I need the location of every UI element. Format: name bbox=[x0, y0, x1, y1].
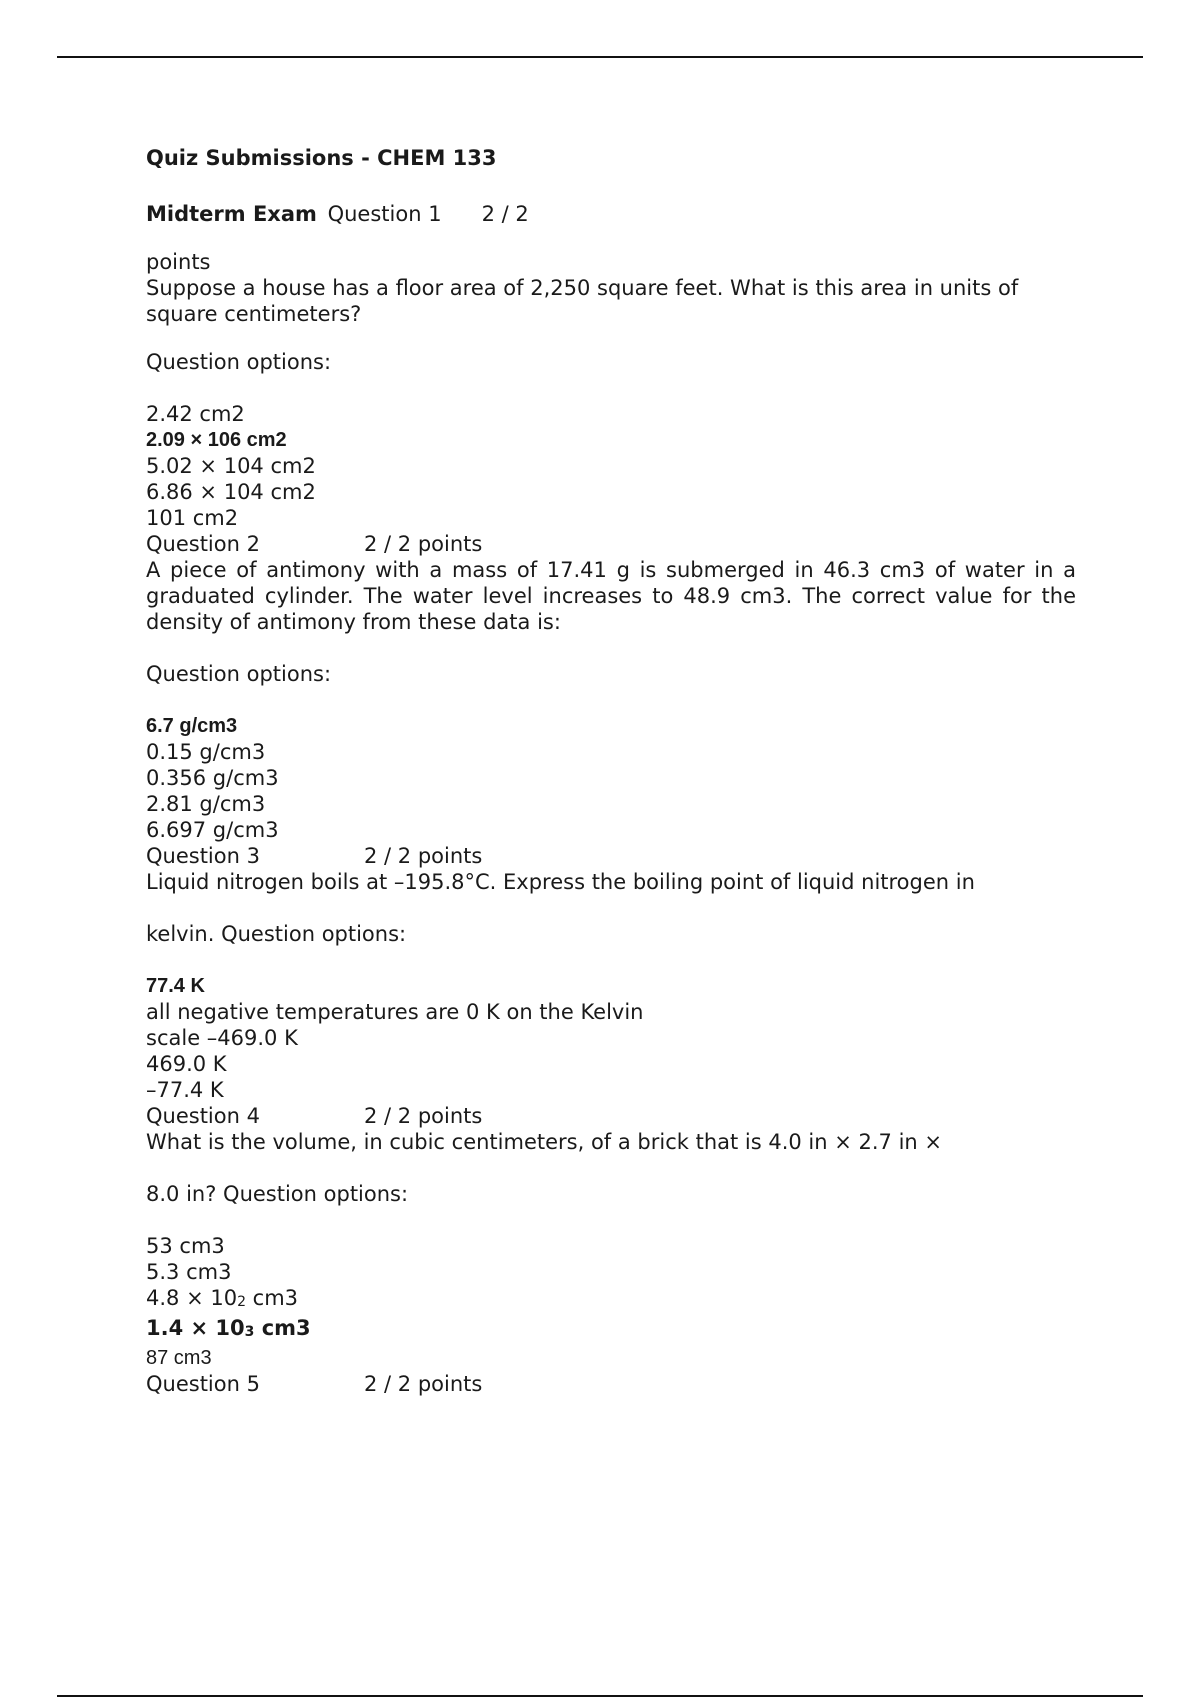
question-4-text-line1: What is the volume, in cubic centimeters, of a brick that is 4.0 in × 2.7 in × bbox=[146, 1130, 943, 1154]
question-3-text-line2: kelvin. Question options: bbox=[146, 922, 407, 946]
question-4-header bbox=[146, 1103, 1076, 1129]
question-1-option-correct: 2.09 × 106 cm2 bbox=[146, 429, 287, 451]
question-1-points: 2 / 2 bbox=[481, 202, 529, 226]
option-unit: cm3 bbox=[254, 1316, 311, 1340]
question-2-option: 6.697 g/cm3 bbox=[146, 818, 279, 842]
question-2-header bbox=[146, 531, 1076, 557]
question-3-option: 469.0 K bbox=[146, 1052, 227, 1076]
option-exponent: 3 bbox=[244, 1324, 255, 1340]
option-exponent: 2 bbox=[237, 1294, 246, 1310]
question-3-option: scale –469.0 K bbox=[146, 1026, 298, 1050]
question-2 bbox=[146, 531, 1076, 843]
question-2-options bbox=[146, 713, 1076, 843]
option-main-text: 4.8 × 10 bbox=[146, 1286, 238, 1310]
question-1-options bbox=[146, 401, 1076, 531]
quiz-document bbox=[146, 140, 1076, 1397]
question-2-option: 0.356 g/cm3 bbox=[146, 766, 279, 790]
question-2-option: 2.81 g/cm3 bbox=[146, 792, 266, 816]
question-4-option: 87 cm3 bbox=[146, 1347, 212, 1369]
question-3-points: 2 / 2 points bbox=[364, 844, 483, 868]
question-1-label: Question 1 bbox=[327, 202, 442, 226]
question-5-header bbox=[146, 1371, 1076, 1397]
bottom-divider bbox=[57, 1695, 1143, 1697]
question-5 bbox=[146, 1371, 1076, 1397]
question-5-label: Question 5 bbox=[146, 1372, 260, 1396]
question-2-points: 2 / 2 points bbox=[364, 532, 483, 556]
question-1-points-word: points bbox=[146, 250, 211, 274]
question-4-label: Question 4 bbox=[146, 1104, 260, 1128]
question-3-header bbox=[146, 843, 1076, 869]
question-4-points: 2 / 2 points bbox=[364, 1104, 483, 1128]
question-3 bbox=[146, 843, 1076, 1103]
question-2-options-label: Question options: bbox=[146, 662, 332, 686]
question-1-options-label: Question options: bbox=[146, 350, 332, 374]
question-2-label: Question 2 bbox=[146, 532, 260, 556]
exam-name: Midterm Exam bbox=[146, 202, 317, 226]
exam-header bbox=[146, 201, 1076, 227]
option-main-text: 1.4 × 10 bbox=[146, 1316, 245, 1340]
question-4-option-correct bbox=[146, 1315, 1076, 1345]
document-title: Quiz Submissions - CHEM 133 bbox=[146, 146, 497, 170]
question-4-option bbox=[146, 1285, 1076, 1315]
option-unit: cm3 bbox=[246, 1286, 299, 1310]
question-4 bbox=[146, 1103, 1076, 1371]
question-3-option: –77.4 K bbox=[146, 1078, 224, 1102]
top-divider bbox=[57, 56, 1143, 58]
question-1-option: 6.86 × 104 cm2 bbox=[146, 480, 316, 504]
question-4-options bbox=[146, 1233, 1076, 1371]
question-1-option: 5.02 × 104 cm2 bbox=[146, 454, 316, 478]
question-2-option: 0.15 g/cm3 bbox=[146, 740, 266, 764]
question-1 bbox=[146, 249, 1076, 531]
question-3-option-correct: 77.4 K bbox=[146, 975, 205, 997]
question-3-options bbox=[146, 973, 1076, 1103]
question-3-text-line1: Liquid nitrogen boils at –195.8°C. Express the boiling point of liquid nitrogen in bbox=[146, 870, 975, 894]
question-1-text: Suppose a house has a floor area of 2,250 square feet. What is this area in units of square centimeters? bbox=[146, 276, 1019, 326]
question-1-option: 2.42 cm2 bbox=[146, 402, 245, 426]
question-1-option: 101 cm2 bbox=[146, 506, 239, 530]
question-4-text-line2: 8.0 in? Question options: bbox=[146, 1182, 409, 1206]
question-2-text: A piece of antimony with a mass of 17.41 g is submerged in 46.3 cm3 of water in a graduated cylinder. The water level increases to 48.9 cm3. The correct value for the density of antimony from these data is: bbox=[146, 558, 1076, 634]
question-3-option: all negative temperatures are 0 K on the Kelvin bbox=[146, 1000, 644, 1024]
question-5-points: 2 / 2 points bbox=[364, 1372, 483, 1396]
question-2-option-correct: 6.7 g/cm3 bbox=[146, 715, 238, 737]
question-4-option: 5.3 cm3 bbox=[146, 1260, 232, 1284]
question-4-option: 53 cm3 bbox=[146, 1234, 225, 1258]
question-3-label: Question 3 bbox=[146, 844, 260, 868]
